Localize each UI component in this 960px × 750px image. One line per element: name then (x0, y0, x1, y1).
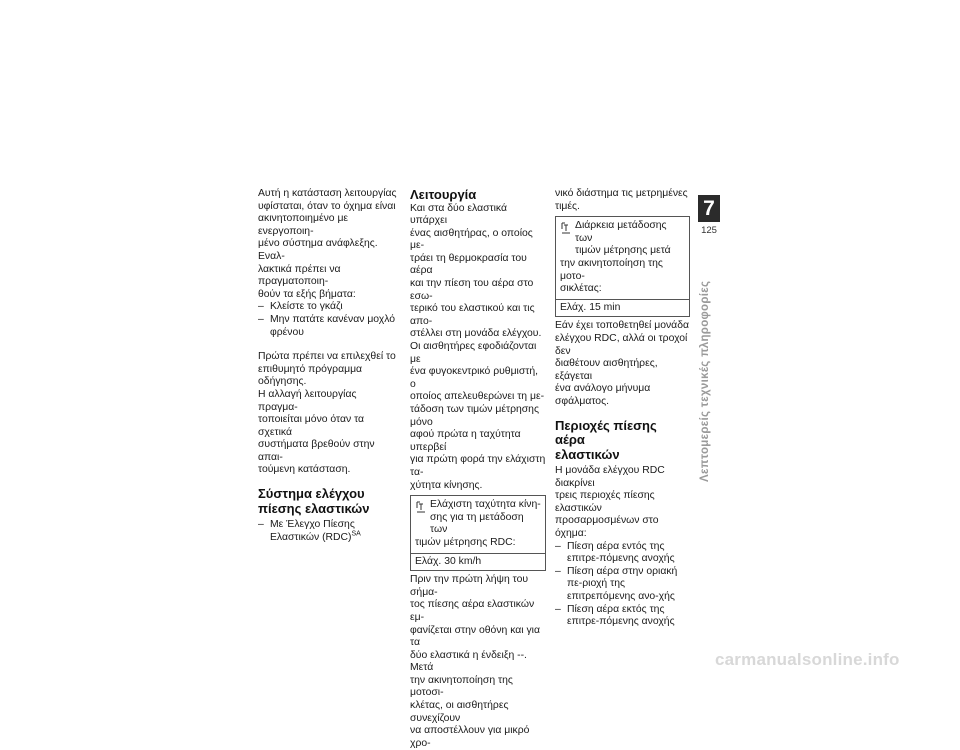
list-item: – Μην πατάτε κανέναν μοχλό φρένου (258, 314, 398, 339)
error-paragraph: Εάν έχει τοποθετηθεί μονάδα ελέγχου RDC, αλλά οι τροχοί δεν διαθέτουν αισθητήρες, εξάγεται ένα ανάλογο μήνυμα σφάλματος. (555, 320, 689, 407)
list-item: – Πίεση αέρα εντός της επιτρε-πόμενης ανοχής (555, 541, 690, 566)
column-right (555, 188, 690, 629)
tire-pressure-icon (561, 222, 571, 234)
steps-list (258, 301, 398, 339)
spec-value: Ελάχ. 15 min (556, 299, 689, 317)
continuation-paragraph: νικό διάστημα τις μετρημένες τιμές. (555, 188, 688, 212)
column-middle (410, 188, 546, 750)
display-paragraph: Πριν την πρώτη λήψη του σήμα- τος πίεσης αέρα ελαστικών εμ- φανίζεται στην οθόνη και για τα δύο ελαστικά η ένδειξη --. Μετά την ακινητοποίηση της μοτοσι- κλέτας, οι αισθητήρες συνεχίζουν να αποστέλλουν για μικρό χρο- (410, 574, 540, 749)
list-item: – Με Έλεγχο Πίεσης Ελαστικών (RDC)$^{SA}$ (258, 519, 398, 544)
spec-box-transmit-duration: Διάρκεια μετάδοσης των τιμών μέτρησης μετά την ακινητοποίηση της μοτο- σικλέτας: Ελάχ. 15 min (555, 216, 690, 317)
chapter-number: 7 (698, 195, 720, 222)
chapter-tab (698, 195, 720, 236)
tire-pressure-icon (416, 501, 426, 513)
ranges-list (555, 541, 690, 629)
section-heading-function: Λειτουργία (410, 187, 477, 202)
watermark: carmanualsonline.info (715, 650, 900, 669)
function-paragraph: Και στα δύο ελαστικά υπάρχει ένας αισθητήρας, ο οποίος με- τράει τη θερμοκρασία του αέρα και την πίεση του αέρα στο εσω- τερικό του ελαστικού και τις απο- στέλλει στη μονάδα ελέγχου. Οι αισθητήρες εφοδιάζονται με ένα φυγοκεντρικό ρυθμιστή, ο οποίος απελευθερώνει τη με- τάδοση των τιμών μέτρησης μόνο αφού πρώτα η ταχύτητα υπερβεί για πρώτη φορά την ελάχιστη τα- χύτητα κίνησης. (410, 202, 546, 491)
chapter-title-vertical: Λεπτομερείς τεχνικές πληροφορίες (699, 280, 711, 482)
list-item: – Κλείστε το γκάζι (258, 301, 398, 314)
list-item: – Πίεση αέρα εκτός της επιτρε-πόμενης ανοχής (555, 604, 690, 629)
spec-box-min-speed: Ελάχιστη ταχύτητα κίνη- σης για τη μετάδοση των τιμών μέτρησης RDC: Ελάχ. 30 km/h (410, 495, 546, 571)
list-item: – Πίεση αέρα στην οριακή πε-ριοχή της επιτρεπόμενης ανο-χής (555, 566, 690, 604)
intro-paragraph: Αυτή η κατάσταση λειτουργίας υφίσταται, όταν το όχημα είναι ακινητοποιημένο με ενεργοποιη- μένο σύστημα ανάφλεξης. Εναλ- λακτικά πρέπει να πραγματοποιη- θούν τα εξής βήματα: (258, 188, 397, 300)
option-superscript: SA (351, 530, 361, 538)
mode-paragraph: Πρώτα πρέπει να επιλεχθεί το επιθυμητό πρόγραμμα οδήγησης. Η αλλαγή λειτουργίας πραγμα- τοποιείται μόνο όταν τα σχετικά συστήματα βρεθούν στην απαι- τούμενη κατάσταση. (258, 351, 396, 476)
equipment-list (258, 519, 398, 544)
ranges-paragraph: Η μονάδα ελέγχου RDC διακρίνει τρεις περιοχές πίεσης ελαστικών προσαρμοσμένων στο όχημα: (555, 465, 665, 539)
section-heading-pressure-ranges: Περιοχές πίεσης αέρα ελαστικών (555, 417, 657, 462)
spec-value: Ελάχ. 30 km/h (411, 553, 545, 571)
page-number: 125 (701, 225, 717, 236)
section-heading-rdc: Σύστημα ελέγχου πίεσης ελαστικών (258, 486, 370, 516)
column-left (258, 188, 398, 544)
